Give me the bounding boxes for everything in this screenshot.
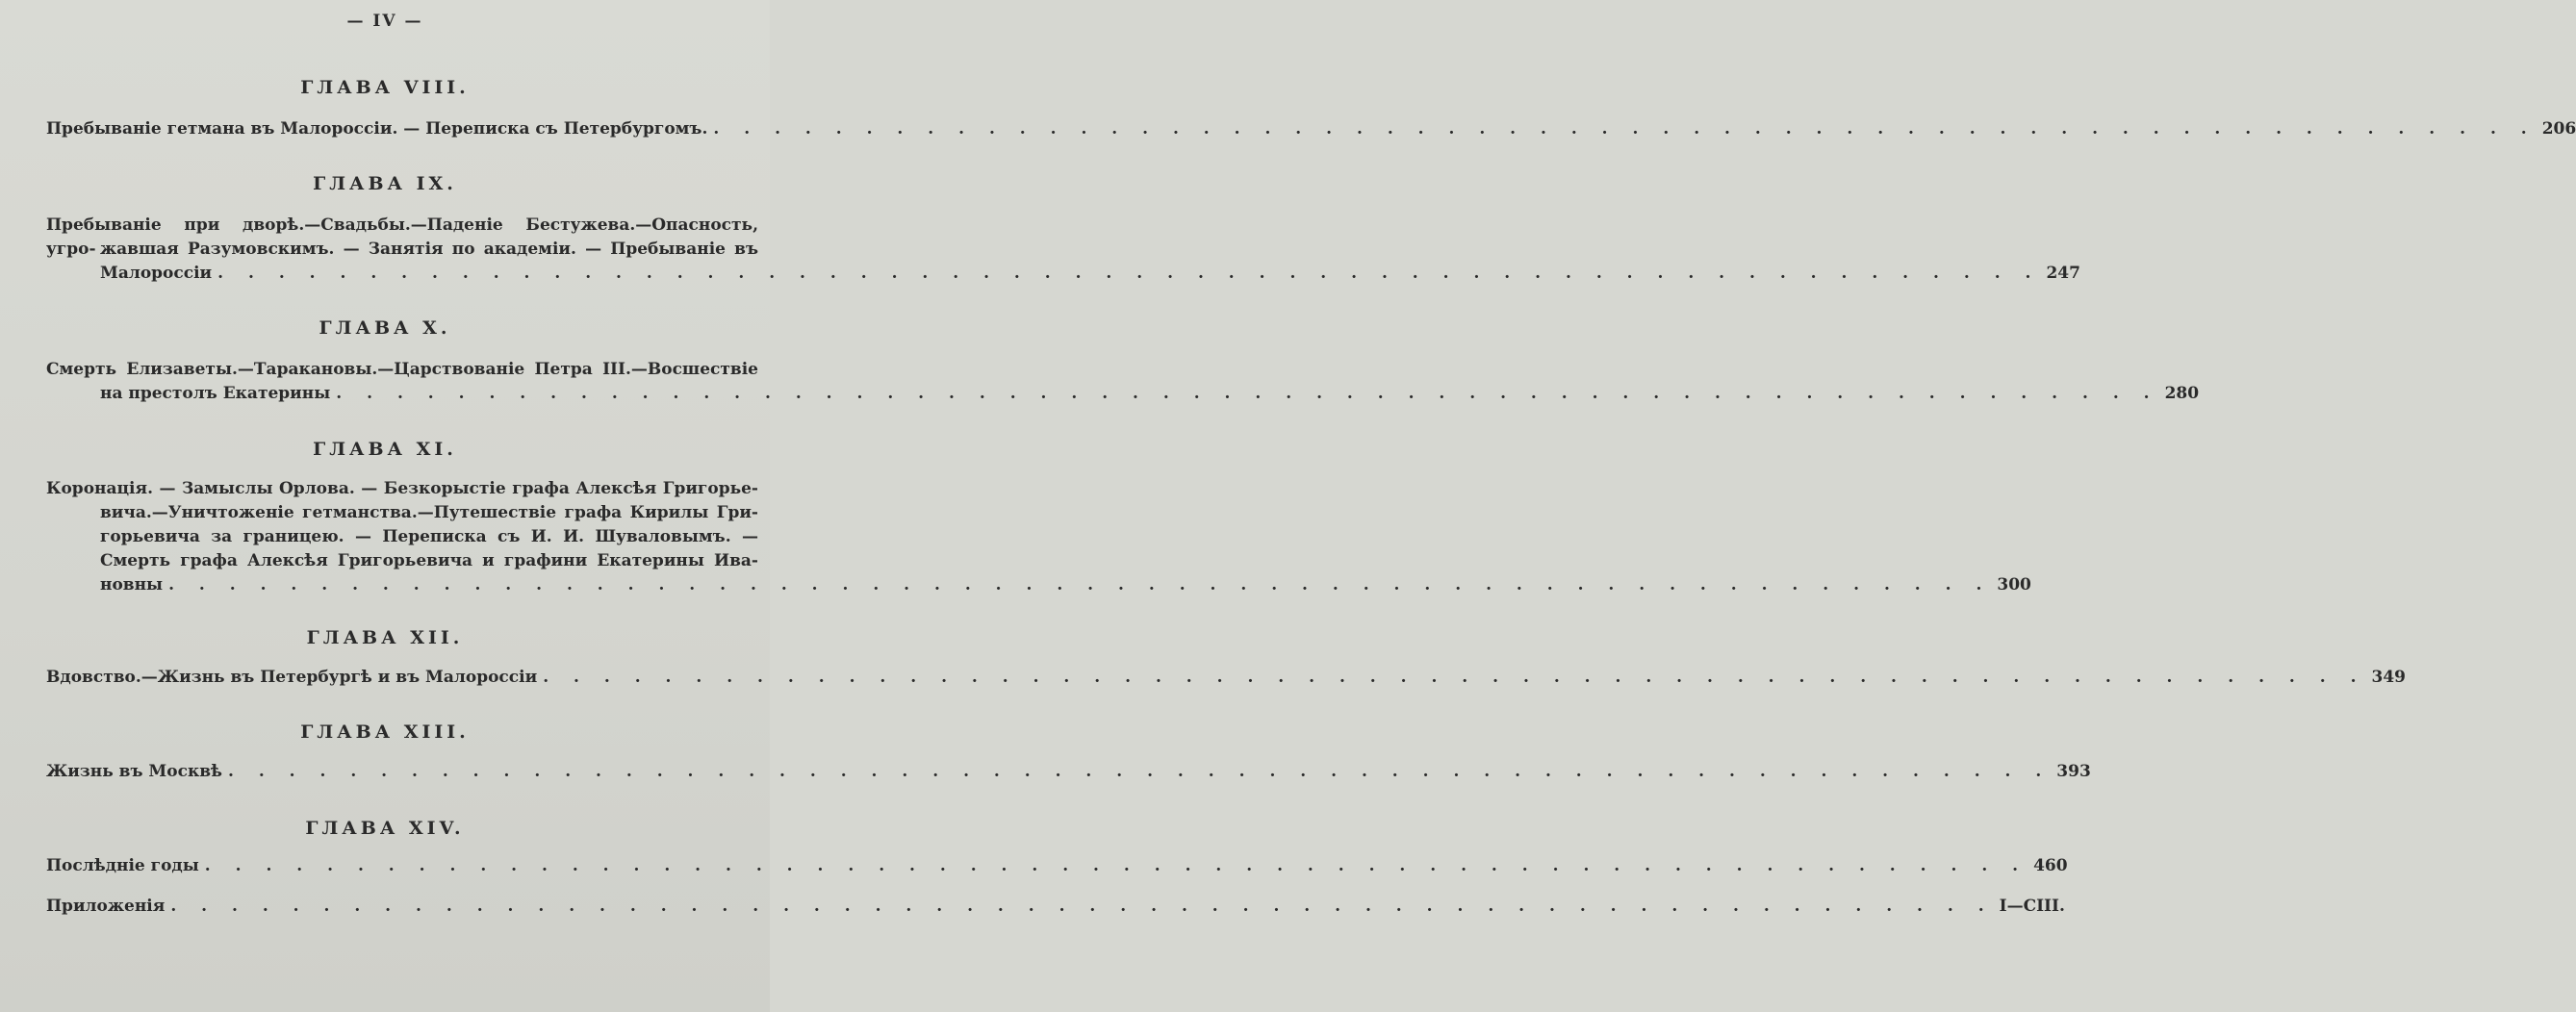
toc-page: 393 [2056,762,2091,781]
chapter-heading: ГЛАВА VIII. [300,77,470,98]
toc-entry-appendix [46,895,2065,919]
chapter-heading: ГЛАВА XIV. [305,818,465,839]
toc-line: горьевича за границею. — Переписка съ И. И. Шуваловымъ. — [100,527,758,546]
toc-page: 280 [2164,384,2200,403]
toc-page: 349 [2371,668,2406,687]
toc-line: Пребываніе при дворѣ.—Свадьбы.—Паденіе Бестужева.—Опасность, угро- [46,215,758,259]
toc-line: вича.—Уничтоженіе гетманства.—Путешествіе графа Кирилы Гри- [100,503,758,522]
toc-line: Коронація. — Замыслы Орлова. — Безкорыстіе графа Алексѣя Григорье- [46,479,758,498]
toc-last-line [46,854,2068,878]
toc-text: на престолъ Екатерины [100,384,331,403]
toc-text: Вдовство.—Жизнь въ Петербургѣ и въ Малороссіи [46,668,538,687]
toc-entry [46,117,2576,141]
leader-dots: . . . . . . . . . . . . . . . . . . . . . . . . . . . . . . . . . . . . . . . . . . . . . . . . . . . . . . . . . . . . [713,119,2537,139]
toc-page: 300 [1997,575,2031,595]
toc-page: I—CIII. [1999,897,2065,916]
toc-last-line [46,117,2576,141]
leader-dots: . . . . . . . . . . . . . . . . . . . . . . . . . . . . . . . . . . . . . . . . . . . . . . . . . . . . . . . . . . . . [217,264,2041,283]
leader-dots: . . . . . . . . . . . . . . . . . . . . . . . . . . . . . . . . . . . . . . . . . . . . . . . . . . . . . . . . . . . . [543,668,2366,687]
toc-last-line [46,262,2080,286]
toc-text: Послѣдніе годы [46,856,199,875]
toc-text: Жизнь въ Москвѣ [46,762,222,781]
toc-entry [46,854,2068,878]
toc-page: 460 [2033,856,2068,875]
toc-line: Смерть графа Алексѣя Григорьевича и графини Екатерины Ива- [100,551,758,570]
chapter-heading: ГЛАВА XII. [306,627,464,648]
toc-entry [46,477,2031,597]
toc-text: Малороссіи [100,264,213,283]
leader-dots: . . . . . . . . . . . . . . . . . . . . . . . . . . . . . . . . . . . . . . . . . . . . . . . . . . . . . . . . . . . . [336,384,2159,403]
toc-last-line [46,895,2065,919]
toc-line: жавшая Разумовскимъ. — Занятія по академіи. — Пребываніе въ [100,240,758,259]
leader-dots: . . . . . . . . . . . . . . . . . . . . . . . . . . . . . . . . . . . . . . . . . . . . . . . . . . . . . . . . . . . . [168,575,1992,595]
toc-text: Приложенія [46,897,166,916]
toc-page: 247 [2046,264,2080,283]
toc-entry [46,666,2406,690]
toc-last-line [46,382,2200,406]
toc-text: новны [100,575,164,595]
toc-last-line [46,573,2031,597]
toc-entry [46,214,2080,286]
toc-entry [46,760,2091,784]
chapter-heading: ГЛАВА X. [319,317,451,339]
toc-line: Смерть Елизаветы.—Таракановы.—Царствованіе Петра III.—Восшествіе [46,360,758,379]
toc-last-line [46,666,2406,690]
chapter-heading: ГЛАВА XIII. [300,721,470,743]
leader-dots: . . . . . . . . . . . . . . . . . . . . . . . . . . . . . . . . . . . . . . . . . . . . . . . . . . . . . . . . . . . . [227,762,2052,781]
toc-text: Пребываніе гетмана въ Малороссіи. — Переписка съ Петербургомъ. [46,119,708,139]
chapter-heading: ГЛАВА XI. [313,439,457,460]
toc-page: 206 [2541,119,2576,139]
leader-dots: . . . . . . . . . . . . . . . . . . . . . . . . . . . . . . . . . . . . . . . . . . . . . . . . . . . . . . . . . . . . [170,897,1994,916]
toc-last-line [46,760,2091,784]
leader-dots: . . . . . . . . . . . . . . . . . . . . . . . . . . . . . . . . . . . . . . . . . . . . . . . . . . . . . . . . . . . . [204,856,2028,875]
toc-entry [46,358,2200,406]
page-number: — IV — [346,12,423,31]
chapter-heading: ГЛАВА IX. [313,173,457,194]
